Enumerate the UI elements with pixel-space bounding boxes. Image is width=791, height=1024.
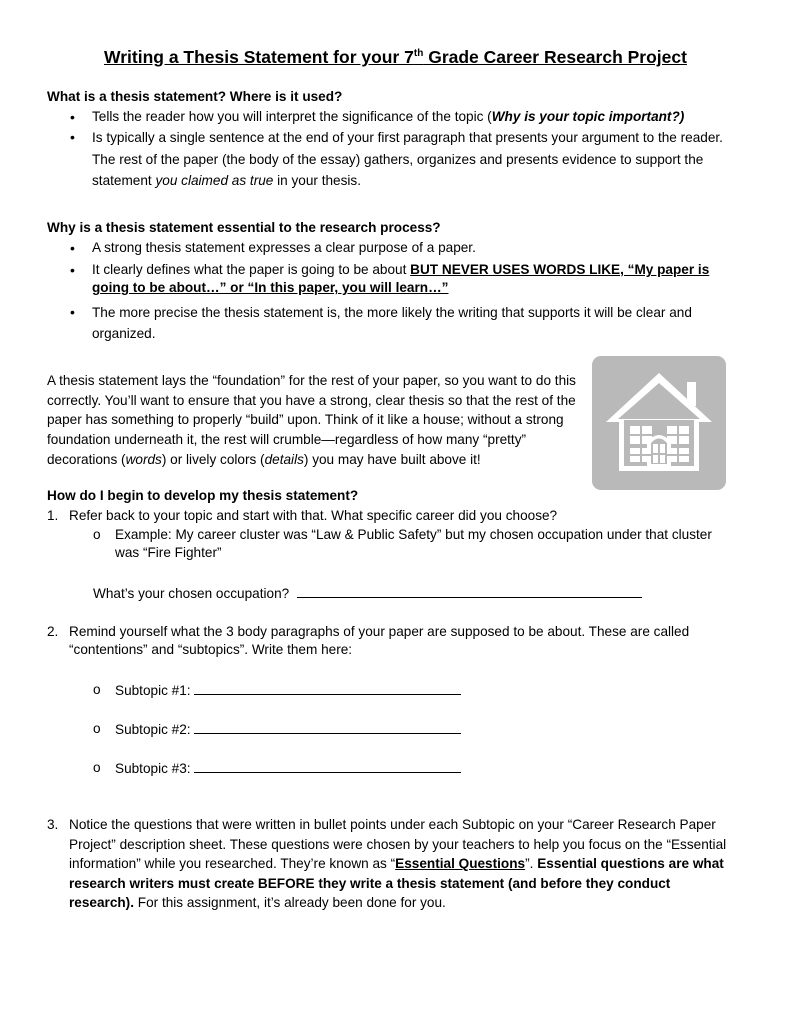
subtopic-row-1: o Subtopic #1: [93, 681, 493, 701]
list-item: • Tells the reader how you will interpret the significance of the topic (Why is your topic important?) [70, 108, 740, 126]
numbered-item-1: 1. Refer back to your topic and start with that. What specific career did you choose? [47, 508, 558, 523]
occupation-row [93, 584, 642, 603]
section1-list [70, 108, 740, 193]
example-item: o Example: My career cluster was “Law & Public Safety” but my chosen occupation under that cluster was “Fire Fighter” [93, 527, 712, 561]
subtopic1-blank[interactable] [194, 681, 461, 695]
list-item: • A strong thesis statement expresses a clear purpose of a paper. [70, 239, 740, 257]
circle-bullet-icon: o [93, 527, 101, 542]
subtopic3-blank[interactable] [194, 759, 461, 773]
numbered-item-3: 3. Notice the questions that were written in bullet points under each Subtopic on your “Career Research Paper Project” description sheet. These questions were chosen by your teachers to help you focus on the “Essential information” while you researched. They’re known as “Essential Questions”. Essential questions are what research writers must create BEFORE they write a thesis statement (and before they conduct research). For this assignment, it’s already been done for you. [47, 817, 727, 911]
section2-heading: Why is a thesis statement essential to the research process? [47, 220, 441, 235]
subtopic-row-3: o Subtopic #3: [93, 759, 493, 779]
circle-bullet-icon: o [93, 721, 101, 736]
foundation-paragraph: A thesis statement lays the “foundation” for the rest of your paper, so you want to do this correctly. You’ll want to ensure that you have a strong, clear thesis so that the rest of the paper has something to properly “build” upon. Think of it like a house; without a strong foundation underneath it, the rest will crumble—regardless of how many “pretty” decorations (words) or lively colors (details) you may have built above it! [47, 373, 576, 467]
circle-bullet-icon: o [93, 760, 101, 775]
list-item: • Is typically a single sentence at the end of your first paragraph that presents your argument to the reader. The rest of the paper (the body of the essay) gathers, organizes and presents evidence to support the statement you claimed as true in your thesis. [70, 127, 740, 192]
section3-heading: How do I begin to develop my thesis statement? [47, 488, 359, 503]
list-item: • The more precise the thesis statement is, the more likely the writing that supports it will be clear and organized. [70, 302, 740, 344]
list-item: • It clearly defines what the paper is going to be about BUT NEVER USES WORDS LIKE, “My paper is going to be about…” or “In this paper, you will learn…” [70, 261, 740, 297]
subtopic-row-2: o Subtopic #2: [93, 720, 493, 740]
numbered-item-2: 2. Remind yourself what the 3 body paragraphs of your paper are supposed to be about. These are called “contentions” and “subtopics”. Write them here: [47, 624, 690, 658]
page-title: Writing a Thesis Statement for your 7th Grade Career Research Project [104, 47, 687, 67]
section2-list [70, 239, 740, 345]
house-icon [592, 356, 726, 490]
circle-bullet-icon: o [93, 682, 101, 697]
subtopic2-blank[interactable] [194, 720, 461, 734]
occupation-blank[interactable] [297, 584, 642, 598]
occupation-label: What’s your chosen occupation? [93, 586, 290, 601]
section1-heading: What is a thesis statement? Where is it used? [47, 89, 343, 104]
